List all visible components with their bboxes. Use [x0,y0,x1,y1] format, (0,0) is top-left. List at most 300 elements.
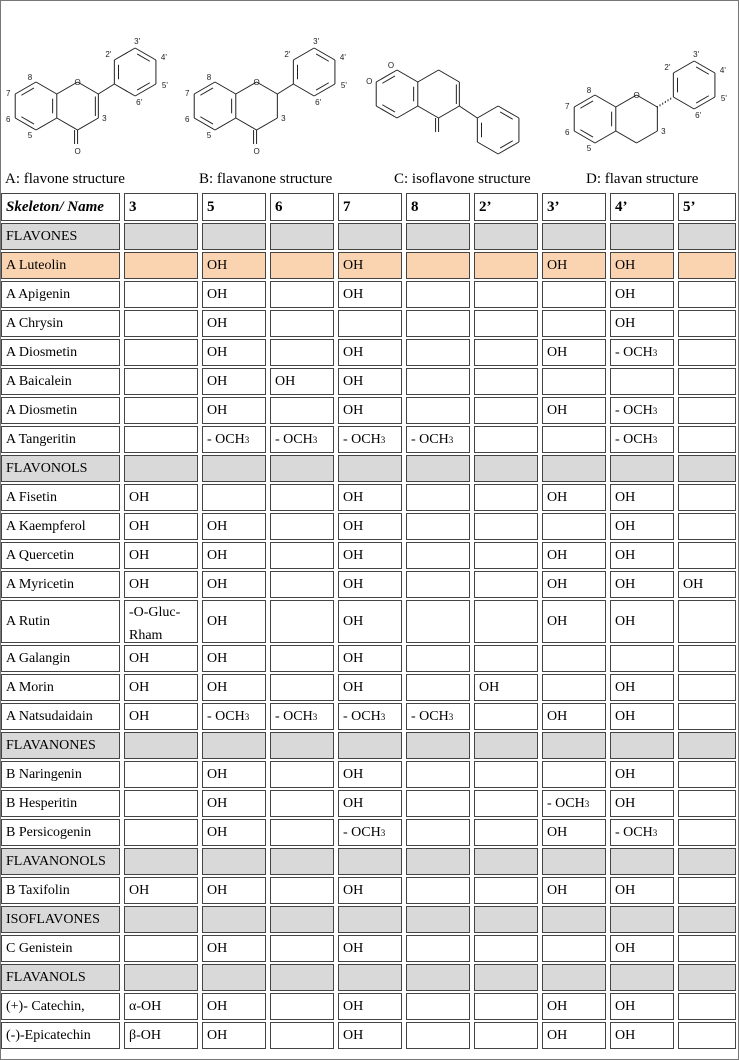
cell-pos5p [678,732,736,759]
cell-pos5p [678,993,736,1020]
cell-pos4p: OH [610,310,674,337]
cell-pos8 [406,368,470,395]
header-pos5: 5 [202,193,266,221]
cell-name: A Fisetin [1,484,120,511]
cell-pos5: OH [202,819,266,846]
cell-pos5: - OCH 3 [202,703,266,730]
cell-pos5 [202,484,266,511]
bond [194,82,215,94]
cell-pos6 [270,964,334,991]
bond [314,84,335,96]
cell-name: A Myricetin [1,571,120,598]
cell-pos3p [542,645,606,672]
cell-pos5p [678,935,736,962]
atom-label: 7 [564,102,570,111]
cell-pos3 [124,397,198,424]
cell-pos3 [124,732,198,759]
cell-pos5p [678,339,736,366]
cell-name: FLAVANONOLS [1,848,120,875]
cell-pos5p [678,223,736,250]
atom-label: 4' [719,66,726,75]
bond [57,118,78,130]
cell-pos3p [542,310,606,337]
cell-pos4p [610,848,674,875]
cell-pos4p [610,368,674,395]
cell-pos3p [542,223,606,250]
cell-name: FLAVONOLS [1,455,120,482]
bond [277,84,293,94]
cell-pos8 [406,542,470,569]
cell-pos2p [474,542,538,569]
atom-label: 2' [105,50,112,59]
cell-pos7: OH [338,484,402,511]
cell-pos7: OH [338,600,402,643]
cell-pos5p [678,252,736,279]
cell-pos2p [474,455,538,482]
cell-name: A Chrysin [1,310,120,337]
cell-pos5p [678,848,736,875]
cell-pos2p [474,368,538,395]
cell-name: B Persicogenin [1,819,120,846]
cell-pos6 [270,877,334,904]
cell-pos3 [124,906,198,933]
bond [376,70,397,82]
cell-pos5: OH [202,1022,266,1049]
cell-pos2p [474,513,538,540]
cell-pos5: OH [202,790,266,817]
cell-pos4p [610,645,674,672]
cell-pos3 [124,223,198,250]
bond [215,82,236,94]
cell-pos7: OH [338,993,402,1020]
cell-pos2p [474,281,538,308]
bond [36,118,57,130]
cell-pos8 [406,732,470,759]
bond [637,131,658,143]
cell-pos8 [406,964,470,991]
header-pos8: 8 [406,193,470,221]
cell-pos4p: - OCH 3 [610,819,674,846]
cell-pos4p: OH [610,281,674,308]
cell-pos8 [406,223,470,250]
cell-name: A Baicalein [1,368,120,395]
cell-pos5 [202,455,266,482]
header-pos4p: 4’ [610,193,674,221]
cell-pos3p [542,455,606,482]
cell-pos5p [678,397,736,424]
header-pos2p: 2’ [474,193,538,221]
cell-pos7: OH [338,368,402,395]
cell-pos6 [270,1022,334,1049]
cell-name: ISOFLAVONES [1,906,120,933]
cell-pos7 [338,455,402,482]
cell-pos3p [542,368,606,395]
cell-pos3: α-OH [124,993,198,1020]
cell-pos2p [474,732,538,759]
cell-pos8 [406,281,470,308]
cell-pos5p [678,281,736,308]
atom-label: 7 [184,89,190,98]
cell-pos3p: OH [542,571,606,598]
bond [439,70,460,82]
bond [194,118,215,130]
cell-name: A Luteolin [1,252,120,279]
cell-name: B Naringenin [1,761,120,788]
header-pos7: 7 [338,193,402,221]
atom-label: O [253,147,260,156]
cell-pos3p [542,281,606,308]
cell-pos8 [406,484,470,511]
cell-pos5p [678,484,736,511]
cell-pos5: OH [202,252,266,279]
cell-pos6 [270,484,334,511]
atom-label: 5' [161,81,168,90]
cell-pos3: OH [124,513,198,540]
cell-pos3p [542,935,606,962]
bond [376,106,397,118]
cell-pos4p: - OCH 3 [610,426,674,453]
cell-pos3p: OH [542,600,606,643]
cell-pos3 [124,964,198,991]
cell-pos7: OH [338,761,402,788]
cell-pos8 [406,993,470,1020]
cell-pos4p: OH [610,761,674,788]
cell-pos6 [270,252,334,279]
cell-pos4p [610,964,674,991]
cell-pos4p: OH [610,877,674,904]
cell-pos8 [406,1022,470,1049]
bond [236,118,257,130]
cell-pos5: OH [202,600,266,643]
cell-pos5 [202,223,266,250]
header-name: Skeleton/ Name [1,193,120,221]
chemical-structures-figure [1,1,738,171]
cell-pos2p [474,906,538,933]
bond [477,142,498,154]
cell-pos5p [678,790,736,817]
cell-name: B Taxifolin [1,877,120,904]
cell-pos4p: OH [610,703,674,730]
cell-pos5: OH [202,877,266,904]
cell-pos8 [406,761,470,788]
cell-pos6 [270,645,334,672]
caption-flavone: A: flavone structure [5,171,125,187]
atom-label: 7 [5,89,11,98]
cell-pos6 [270,761,334,788]
atom-label: 5 [206,131,212,140]
cell-pos8: - OCH 3 [406,426,470,453]
cell-pos5: OH [202,935,266,962]
bond [98,84,114,94]
cell-pos3p: OH [542,703,606,730]
bond [397,106,418,118]
cell-pos4p: OH [610,252,674,279]
cell-pos7: - OCH 3 [338,703,402,730]
cell-pos5p [678,600,736,643]
bond [694,97,715,109]
cell-pos3p: OH [542,397,606,424]
cell-name: (+)- Catechin, [1,993,120,1020]
bond [36,82,57,94]
cell-pos5p [678,310,736,337]
cell-pos5p [678,819,736,846]
cell-pos3 [124,761,198,788]
atom-label: 5 [27,131,33,140]
atom-label: 6' [315,98,322,107]
cell-pos7: - OCH 3 [338,819,402,846]
bond [418,106,439,118]
cell-pos3 [124,935,198,962]
cell-pos8 [406,935,470,962]
cell-pos2p: OH [474,674,538,701]
cell-pos7 [338,906,402,933]
cell-pos2p [474,964,538,991]
cell-pos8 [406,339,470,366]
cell-pos2p [474,790,538,817]
cell-pos7: OH [338,1022,402,1049]
header-pos6: 6 [270,193,334,221]
cell-pos2p [474,223,538,250]
flavan-structure [565,50,727,153]
bond [694,61,715,73]
bond [498,106,519,118]
cell-pos3: OH [124,542,198,569]
cell-pos5: OH [202,339,266,366]
cell-pos5: OH [202,513,266,540]
bond [215,118,236,130]
cell-pos6 [270,339,334,366]
cell-pos3 [124,455,198,482]
atom-label: 5 [586,144,592,153]
bond [595,95,616,107]
cell-pos7: OH [338,790,402,817]
bond [595,131,616,143]
bond [114,84,135,96]
bond [439,106,460,118]
cell-pos5p [678,761,736,788]
atom-label: 6 [564,128,570,137]
cell-pos7: OH [338,877,402,904]
cell-pos5p [678,542,736,569]
cell-pos4p: OH [610,935,674,962]
cell-pos6 [270,732,334,759]
cell-pos2p [474,645,538,672]
cell-pos6 [270,790,334,817]
atom-label: 3 [281,114,286,123]
cell-pos8 [406,397,470,424]
cell-pos3p [542,761,606,788]
cell-pos8 [406,674,470,701]
bond [293,48,314,60]
cell-pos8 [406,571,470,598]
cell-pos6 [270,935,334,962]
header-pos3: 3 [124,193,198,221]
bond [114,48,135,60]
bond [498,142,519,154]
cell-name: A Kaempferol [1,513,120,540]
cell-pos4p [610,906,674,933]
cell-pos4p: OH [610,674,674,701]
caption-flavanone: B: flavanone structure [199,171,333,187]
cell-pos5 [202,906,266,933]
cell-name: A Natsudaidain [1,703,120,730]
cell-name: A Morin [1,674,120,701]
cell-pos5p [678,426,736,453]
cell-pos4p: OH [610,542,674,569]
cell-pos8 [406,600,470,643]
atom-label: 8 [586,86,592,95]
cell-pos5p [678,674,736,701]
flavanone-structure [185,37,347,156]
cell-pos3: -O-Gluc- Rham [124,600,198,643]
bond [293,84,314,96]
isoflavone-structure [366,61,519,154]
cell-pos2p [474,935,538,962]
cell-pos5p [678,964,736,991]
cell-pos6: OH [270,368,334,395]
cell-pos3 [124,819,198,846]
cell-pos2p [474,848,538,875]
atom-label: 4' [339,53,346,62]
cell-pos5: OH [202,645,266,672]
atom-label: O [253,78,260,87]
cell-pos4p: OH [610,1022,674,1049]
cell-pos3 [124,252,198,279]
cell-pos2p [474,993,538,1020]
cell-pos2p [474,310,538,337]
atom-label: O [74,147,81,156]
cell-pos4p: OH [610,600,674,643]
cell-name: FLAVANONES [1,732,120,759]
atom-label: O [74,78,81,87]
cell-pos8 [406,513,470,540]
cell-pos7: - OCH 3 [338,426,402,453]
atom-label: 2' [664,63,671,72]
cell-pos7 [338,964,402,991]
cell-pos2p [474,252,538,279]
cell-pos6 [270,281,334,308]
cell-pos3p: OH [542,993,606,1020]
cell-pos5 [202,732,266,759]
cell-pos7: OH [338,645,402,672]
atom-label: 6 [184,115,190,124]
bond [574,131,595,143]
cell-pos5: OH [202,397,266,424]
cell-pos3 [124,790,198,817]
cell-pos3p: OH [542,1022,606,1049]
bond [257,118,278,130]
cell-pos4p: - OCH 3 [610,397,674,424]
bond [135,48,156,60]
cell-name: B Hesperitin [1,790,120,817]
cell-pos6 [270,542,334,569]
cell-pos5 [202,848,266,875]
cell-name: A Tangeritin [1,426,120,453]
cell-pos4p: OH [610,513,674,540]
cell-name: A Diosmetin [1,397,120,424]
atom-label: 6' [695,111,702,120]
cell-pos5p [678,703,736,730]
cell-pos3 [124,426,198,453]
cell-pos3: OH [124,645,198,672]
cell-pos5p [678,1022,736,1049]
cell-pos2p [474,1022,538,1049]
cell-name: C Genistein [1,935,120,962]
cell-pos7: OH [338,571,402,598]
cell-pos7: OH [338,281,402,308]
cell-pos2p [474,877,538,904]
cell-pos3p [542,906,606,933]
cell-pos3p [542,848,606,875]
cell-pos5p [678,513,736,540]
cell-pos6 [270,906,334,933]
cell-pos5: OH [202,674,266,701]
cell-pos6 [270,223,334,250]
cell-pos3p: OH [542,542,606,569]
cell-pos3p [542,674,606,701]
cell-pos3: OH [124,674,198,701]
cell-pos2p [474,339,538,366]
cell-pos5: OH [202,281,266,308]
cell-pos3p: OH [542,252,606,279]
cell-pos5p [678,877,736,904]
bond [314,48,335,60]
caption-flavan: D: flavan structure [586,171,699,187]
cell-pos5: - OCH 3 [202,426,266,453]
atom-label: O [633,91,640,100]
cell-pos8: - OCH 3 [406,703,470,730]
cell-pos2p [474,426,538,453]
cell-pos2p [474,484,538,511]
cell-pos4p: OH [610,571,674,598]
atom-label: O [366,77,373,86]
bond [397,70,418,82]
bond [459,106,477,118]
atom-label: 3 [661,127,666,136]
cell-pos5 [202,964,266,991]
cell-pos3p: OH [542,819,606,846]
cell-pos4p [610,732,674,759]
cell-pos4p [610,455,674,482]
cell-pos6 [270,455,334,482]
cell-pos7: OH [338,542,402,569]
cell-pos3 [124,368,198,395]
atom-label: 6' [136,98,143,107]
cell-pos2p [474,819,538,846]
cell-pos6 [270,674,334,701]
cell-pos7 [338,223,402,250]
cell-pos7: OH [338,397,402,424]
bond [418,70,439,82]
atom-label: 8 [27,73,33,82]
cell-pos8 [406,310,470,337]
cell-name: A Quercetin [1,542,120,569]
cell-pos5p: OH [678,571,736,598]
cell-pos5: OH [202,542,266,569]
atom-label: 3' [134,37,141,46]
cell-pos5: OH [202,571,266,598]
cell-name: FLAVONES [1,223,120,250]
cell-pos2p [474,397,538,424]
cell-pos8 [406,906,470,933]
cell-name: A Galangin [1,645,120,672]
cell-pos8 [406,848,470,875]
cell-pos6 [270,310,334,337]
cell-pos5: OH [202,993,266,1020]
cell-pos3: β-OH [124,1022,198,1049]
cell-pos7 [338,310,402,337]
cell-pos5: OH [202,761,266,788]
